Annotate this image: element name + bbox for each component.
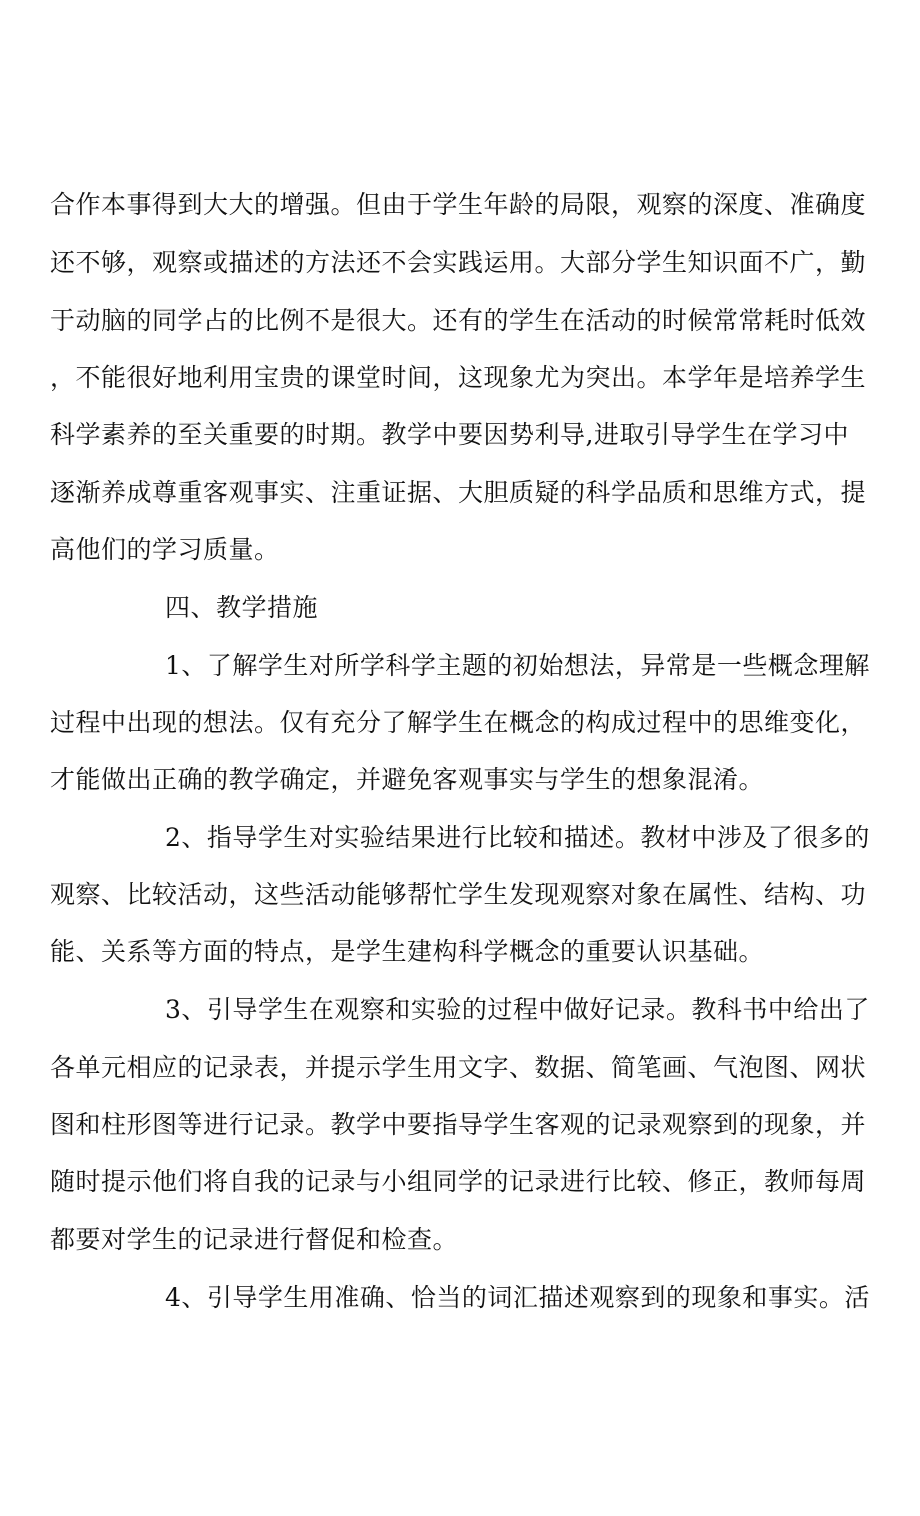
section-heading: 四、教学措施 xyxy=(165,593,319,622)
text-line: ，不能很好地利用宝贵的课堂时间，这现象尤为突出。本学年是培养学生 xyxy=(50,363,867,392)
text-line: 能、关系等方面的特点，是学生建构科学概念的重要认识基础。 xyxy=(50,937,765,966)
text-line: 于动脑的同学占的比例不是很大。还有的学生在活动的时候常常耗时低效 xyxy=(50,306,867,335)
text-line: 高他们的学习质量。 xyxy=(50,535,280,564)
text-line: 都要对学生的记录进行督促和检查。 xyxy=(50,1225,459,1254)
text-line: 2、指导学生对实验结果进行比较和描述。教材中涉及了很多的 xyxy=(165,823,870,852)
text-line: 4、引导学生用准确、恰当的词汇描述观察到的现象和事实。活 xyxy=(165,1283,870,1312)
text-line: 过程中出现的想法。仅有充分了解学生在概念的构成过程中的思维变化， xyxy=(50,708,867,737)
text-line: 科学素养的至关重要的时期。教学中要因势利导,进取引导学生在学习中 xyxy=(50,420,849,449)
text-line: 随时提示他们将自我的记录与小组同学的记录进行比较、修正，教师每周 xyxy=(50,1167,867,1196)
text-line: 才能做出正确的教学确定，并避免客观事实与学生的想象混淆。 xyxy=(50,765,765,794)
text-line: 观察、比较活动，这些活动能够帮忙学生发现观察对象在属性、结构、功 xyxy=(50,880,867,909)
text-line: 各单元相应的记录表，并提示学生用文字、数据、简笔画、气泡图、网状 xyxy=(50,1053,867,1082)
text-line: 1、了解学生对所学科学主题的初始想法，异常是一些概念理解 xyxy=(165,651,870,680)
text-line: 还不够，观察或描述的方法还不会实践运用。大部分学生知识面不广，勤 xyxy=(50,248,867,277)
text-line: 3、引导学生在观察和实验的过程中做好记录。教科书中给出了 xyxy=(165,995,870,1024)
text-line: 逐渐养成尊重客观事实、注重证据、大胆质疑的科学品质和思维方式，提 xyxy=(50,478,867,507)
text-line: 图和柱形图等进行记录。教学中要指导学生客观的记录观察到的现象，并 xyxy=(50,1110,867,1139)
text-line: 合作本事得到大大的增强。但由于学生年龄的局限，观察的深度、准确度 xyxy=(50,190,867,219)
